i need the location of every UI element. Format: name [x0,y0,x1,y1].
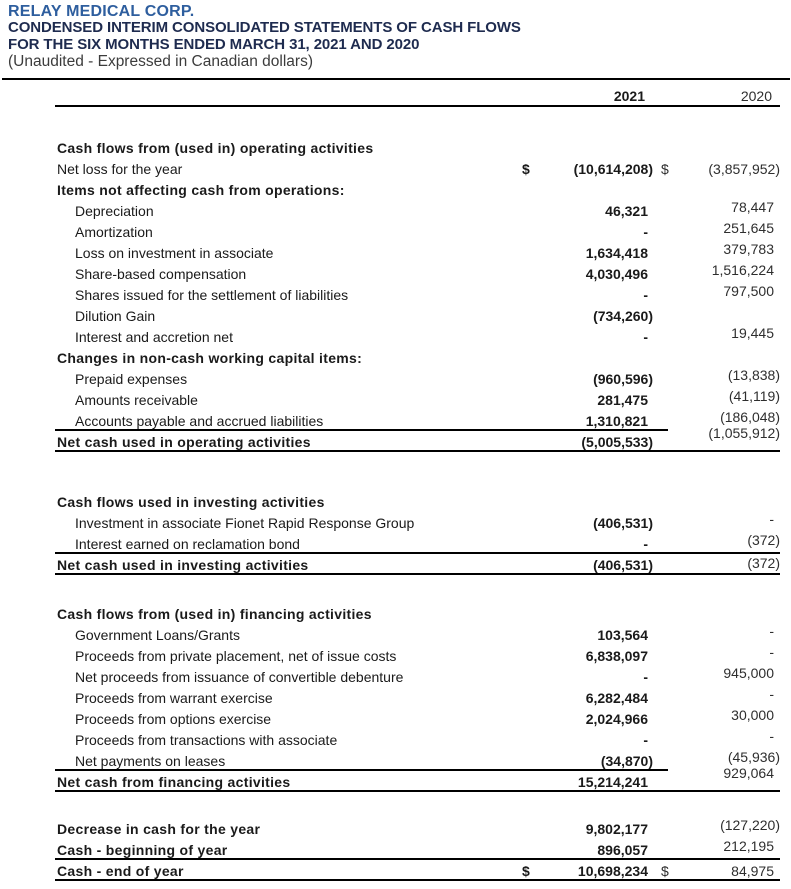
value-2021-cell [506,754,653,769]
row-label: Proceeds from warrant exercise [75,691,273,706]
value-2020: - [769,511,774,527]
table-row [55,531,780,552]
value-2021-cell [506,204,653,219]
value-2021: 2,024,966 [585,711,648,727]
row-label: Net cash used in investing activities [57,558,309,573]
row-label: Share-based compensation [75,267,247,282]
value-2021: 281,475 [597,392,648,408]
dollar-2020: $ [661,863,669,879]
section-gap [55,575,780,601]
table-row [55,837,780,858]
value-2020: 19,445 [731,325,774,341]
value-2021: (5,005,533) [581,434,653,450]
value-2020: (3,857,952) [708,161,780,177]
value-2020-cell [653,511,780,531]
cash-flow-table [55,80,780,881]
value-2020-cell [653,644,780,664]
value-2020: - [769,728,774,744]
row-label: Depreciation [75,204,154,219]
value-2020-cell [653,162,780,177]
table-row [55,177,780,198]
value-2021-cell [506,267,653,282]
value-2020-cell [653,532,780,552]
column-header-2021-cell [506,89,653,104]
row-label: Cash - end of year [57,864,184,879]
value-2021: - [643,224,648,240]
table-row [55,282,780,303]
value-2021: 4,030,496 [585,266,648,282]
value-2021: 10,698,234 [577,863,648,879]
value-2021: 9,802,177 [585,821,648,837]
table-row [55,685,780,706]
value-2020-cell [653,686,780,706]
table-row [55,816,780,837]
value-2021: - [643,287,648,303]
table-row [55,219,780,240]
value-2020-cell [653,367,780,387]
row-label: Cash flows from (used in) financing activities [57,607,372,622]
row-label: Interest and accretion net [75,330,233,345]
value-2021: - [643,732,648,748]
underline-rule [55,879,780,881]
value-2021-cell [506,649,653,664]
value-2020: (186,048) [720,409,780,425]
row-label: Proceeds from options exercise [75,712,272,727]
table-row [55,554,780,573]
table-row [55,198,780,219]
value-2020-cell [653,262,780,282]
value-2020-cell [653,838,780,858]
value-2021-cell [506,393,653,408]
row-label: Net cash from financing activities [57,775,291,790]
value-2020-cell [653,388,780,408]
value-2020: 1,516,224 [711,262,774,278]
table-row [55,727,780,748]
table-row [55,601,780,622]
value-2020-cell [653,555,780,573]
value-2020-cell [653,665,780,685]
value-2021-cell [506,414,653,429]
value-2021: - [643,669,648,685]
column-header-2021: 2021 [613,88,645,104]
value-2020: 929,064 [723,765,774,781]
value-2021: 896,057 [597,842,648,858]
column-header-row [55,80,780,105]
row-label: Proceeds from private placement, net of issue costs [75,649,397,664]
table-row [55,765,780,790]
row-label: Items not affecting cash from operations: [57,183,345,198]
value-2021-cell [506,309,653,324]
row-label: Investment in associate Fionet Rapid Response Group [75,516,415,531]
section-gap [55,452,780,489]
table-row [55,622,780,643]
row-label: Interest earned on reclamation bond [75,537,300,552]
dollar-2021: $ [522,161,530,177]
table-row [55,324,780,345]
table-row [55,643,780,664]
value-2021: (734,260) [593,308,653,324]
value-2020: 30,000 [731,707,774,723]
value-2020: - [769,686,774,702]
value-2020: - [769,623,774,639]
value-2020-cell [653,199,780,219]
value-2020-cell [653,707,780,727]
value-2020: - [769,644,774,660]
value-2020: (45,936) [727,749,780,765]
value-2021: 1,634,418 [585,245,648,261]
value-2020: 379,783 [723,241,774,257]
table-row [55,706,780,727]
row-label: Proceeds from transactions with associate [75,733,338,748]
table-row [55,156,780,177]
row-label: Amounts receivable [75,393,198,408]
row-label: Loss on investment in associate [75,246,274,261]
value-2020-cell [653,283,780,303]
value-2021-cell [506,864,653,879]
row-label: Net payments on leases [75,754,226,769]
row-label: Changes in non-cash working capital items: [57,351,363,366]
value-2020-cell [653,817,780,837]
value-2021-cell [506,558,653,573]
row-label: Net loss for the year [57,162,183,177]
value-2020: (372) [747,555,780,571]
row-label: Cash flows from (used in) operating activities [57,141,374,156]
value-2021-cell [506,775,653,790]
row-label: Decrease in cash for the year [57,822,261,837]
value-2021-cell [506,733,653,748]
table-row [55,387,780,408]
value-2020: 78,447 [731,199,774,215]
company-name: RELAY MEDICAL CORP. [8,3,195,20]
value-2021: (406,531) [593,557,653,573]
value-2021: (34,870) [600,753,653,769]
value-2021: 6,282,484 [585,690,648,706]
table-body [55,135,780,881]
value-2021: 1,310,821 [585,413,648,429]
value-2021-cell [506,162,653,177]
table-row [55,240,780,261]
value-2020: 84,975 [731,863,774,879]
column-header-2020: 2020 [740,88,772,104]
value-2020-cell [653,623,780,643]
unaudited-note: (Unaudited - Expressed in Canadian dollars) [8,53,313,70]
value-2021-cell [506,288,653,303]
document-header [0,0,791,71]
header-body-gap [55,107,780,135]
value-2021-cell [506,670,653,685]
value-2021: - [643,536,648,552]
row-label: Net cash used in operating activities [57,435,311,450]
table-row [55,860,780,879]
table-row [55,303,780,324]
value-2021-cell [506,843,653,858]
value-2021-cell [506,537,653,552]
value-2020: 251,645 [723,220,774,236]
row-label: Government Loans/Grants [75,628,240,643]
value-2021-cell [506,246,653,261]
value-2020: (41,119) [728,388,780,404]
row-label: Dilution Gain [75,309,156,324]
table-row [55,135,780,156]
table-row [55,345,780,366]
value-2021: 6,838,097 [585,648,648,664]
table-row [55,261,780,282]
row-label: Amortization [75,225,153,240]
value-2021-cell [506,516,653,531]
value-2020-cell [653,425,780,450]
value-2020: (127,220) [720,817,780,833]
value-2020-cell [653,765,780,790]
value-2020: 945,000 [723,665,774,681]
value-2020-cell [653,241,780,261]
statement-title: CONDENSED INTERIM CONSOLIDATED STATEMENTS OF CASH FLOWS [8,19,521,36]
row-label: Net proceeds from issuance of convertible debenture [75,670,404,685]
value-2020: 212,195 [723,838,774,854]
value-2021-cell [506,712,653,727]
row-label: Cash - beginning of year [57,843,228,858]
value-2021: 46,321 [605,203,648,219]
value-2020-cell [653,728,780,748]
column-header-2020-cell [653,89,780,104]
value-2021-cell [506,435,653,450]
value-2021: 103,564 [597,627,648,643]
table-row [55,425,780,450]
value-2020: (13,838) [727,367,780,383]
value-2020-cell [653,864,780,879]
row-label: Accounts payable and accrued liabilities [75,414,324,429]
value-2021-cell [506,225,653,240]
value-2021-cell [506,372,653,387]
value-2020: 797,500 [723,283,774,299]
value-2021: - [643,329,648,345]
value-2021: 15,214,241 [577,774,648,790]
row-label: Shares issued for the settlement of liabilities [75,288,349,303]
table-row [55,510,780,531]
section-gap [55,792,780,816]
table-row [55,489,780,510]
table-row [55,366,780,387]
value-2021-cell [506,691,653,706]
value-2020: (372) [747,532,780,548]
value-2020: (1,055,912) [708,425,780,441]
value-2021: (10,614,208) [573,161,653,177]
dollar-2021: $ [522,863,530,879]
value-2021: (960,596) [593,371,653,387]
value-2021-cell [506,822,653,837]
row-label: Cash flows used in investing activities [57,495,325,510]
row-label: Prepaid expenses [75,372,188,387]
value-2021-cell [506,330,653,345]
value-2020-cell [653,325,780,345]
dollar-2020: $ [661,161,669,177]
value-2021: (406,531) [593,515,653,531]
period-title: FOR THE SIX MONTHS ENDED MARCH 31, 2021 AND 2020 [8,35,420,53]
value-2021-cell [506,628,653,643]
value-2020-cell [653,220,780,240]
table-row [55,664,780,685]
